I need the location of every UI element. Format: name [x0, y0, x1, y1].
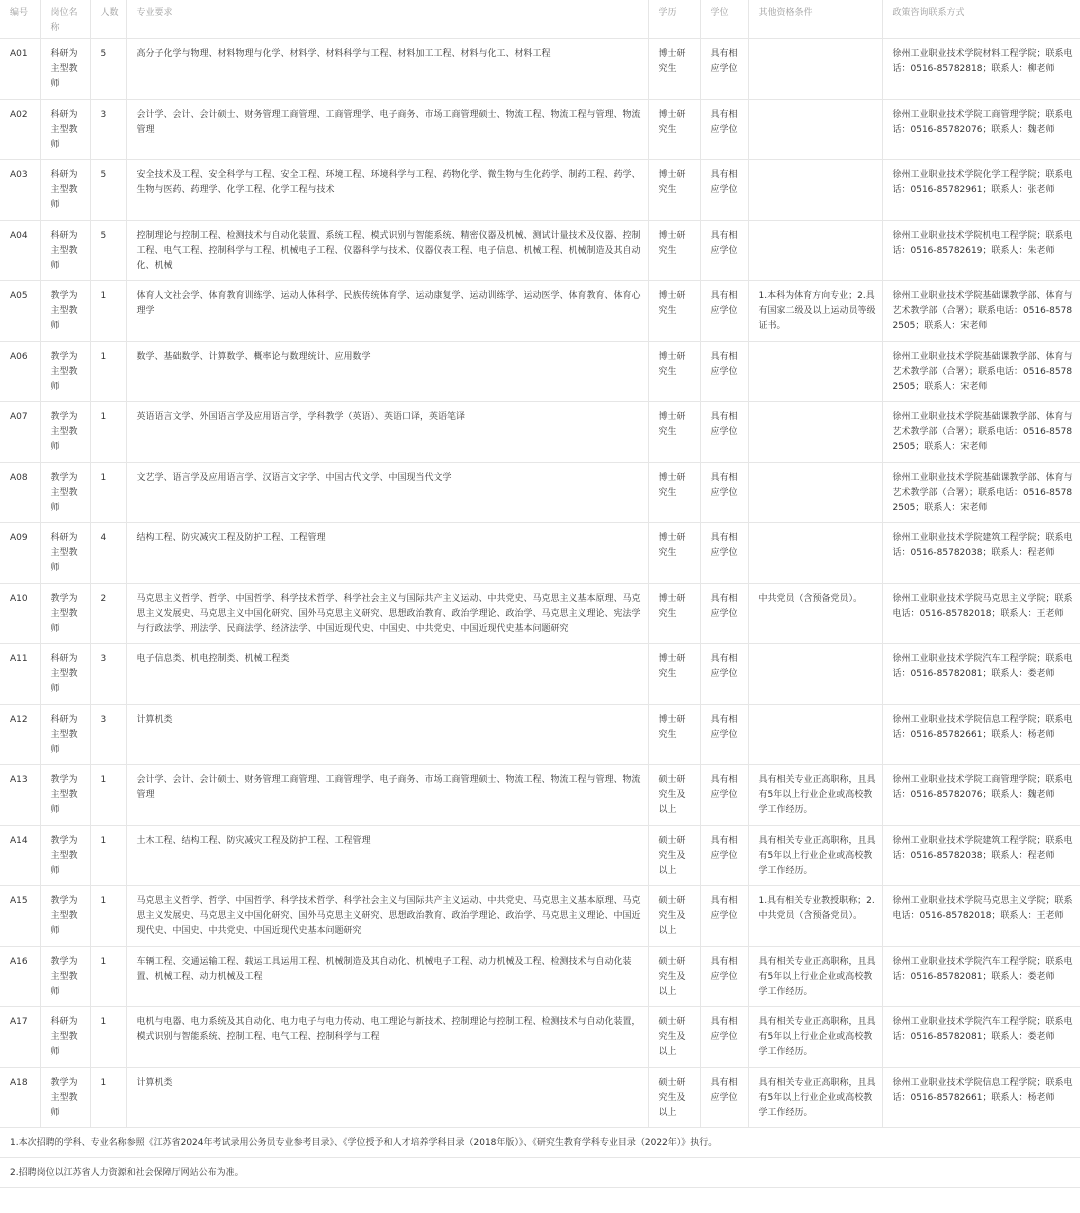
cell-other	[748, 99, 882, 159]
cell-post: 科研为主型教师	[40, 704, 90, 764]
cell-degree: 具有相应学位	[700, 220, 748, 280]
cell-count: 1	[90, 401, 126, 462]
cell-contact: 徐州工业职业技术学院工商管理学院；联系电话：0516-85782076；联系人：魏老师	[882, 764, 1080, 825]
cell-education: 博士研究生	[648, 99, 700, 159]
table-row	[0, 764, 1080, 825]
cell-id: A04	[0, 220, 40, 280]
cell-degree: 具有相应学位	[700, 341, 748, 401]
table-row	[0, 946, 1080, 1006]
cell-major: 土木工程、结构工程、防灾减灾工程及防护工程、工程管理	[126, 825, 648, 885]
cell-degree: 具有相应学位	[700, 1006, 748, 1067]
cell-post: 教学为主型教师	[40, 280, 90, 341]
cell-contact: 徐州工业职业技术学院汽车工程学院；联系电话：0516-85782081；联系人：娄老师	[882, 1006, 1080, 1067]
cell-contact: 徐州工业职业技术学院信息工程学院；联系电话：0516-85782661；联系人：杨老师	[882, 1067, 1080, 1127]
cell-degree: 具有相应学位	[700, 946, 748, 1006]
header-degree: 学位	[700, 0, 748, 38]
cell-id: A12	[0, 704, 40, 764]
cell-education: 博士研究生	[648, 280, 700, 341]
cell-degree: 具有相应学位	[700, 764, 748, 825]
table-row	[0, 704, 1080, 764]
header-contact: 政策咨询联系方式	[882, 0, 1080, 38]
cell-major: 文艺学、语言学及应用语言学、汉语言文字学、中国古代文学、中国现当代文学	[126, 462, 648, 522]
cell-major: 会计学、会计、会计硕士、财务管理工商管理、工商管理学、电子商务、市场工商管理硕士、物流工程、物流工程与管理、物流管理	[126, 764, 648, 825]
cell-degree: 具有相应学位	[700, 38, 748, 99]
table-row	[0, 159, 1080, 220]
cell-other: 具有相关专业正高职称，且具有5年以上行业企业或高校教学工作经历。	[748, 1067, 882, 1127]
cell-id: A13	[0, 764, 40, 825]
cell-post: 科研为主型教师	[40, 220, 90, 280]
cell-count: 1	[90, 764, 126, 825]
cell-education: 硕士研究生及以上	[648, 1067, 700, 1127]
cell-degree: 具有相应学位	[700, 885, 748, 946]
table-row	[0, 522, 1080, 583]
cell-contact: 徐州工业职业技术学院工商管理学院；联系电话：0516-85782076；联系人：魏老师	[882, 99, 1080, 159]
cell-education: 博士研究生	[648, 38, 700, 99]
table-row	[0, 38, 1080, 99]
cell-id: A05	[0, 280, 40, 341]
cell-other: 具有相关专业正高职称，且具有5年以上行业企业或高校教学工作经历。	[748, 1006, 882, 1067]
cell-other: 1.本科为体育方向专业；2.具有国家二级及以上运动员等级证书。	[748, 280, 882, 341]
cell-education: 硕士研究生及以上	[648, 764, 700, 825]
cell-education: 硕士研究生及以上	[648, 946, 700, 1006]
cell-other	[748, 341, 882, 401]
table-row	[0, 341, 1080, 401]
cell-post: 教学为主型教师	[40, 946, 90, 1006]
cell-contact: 徐州工业职业技术学院基础课教学部、体育与艺术教学部（合署）；联系电话：0516-85782505；联系人：宋老师	[882, 341, 1080, 401]
cell-contact: 徐州工业职业技术学院汽车工程学院；联系电话：0516-85782081；联系人：娄老师	[882, 643, 1080, 704]
cell-count: 5	[90, 220, 126, 280]
cell-major: 英语语言文学、外国语言学及应用语言学，学科教学（英语）、英语口译，英语笔译	[126, 401, 648, 462]
cell-count: 3	[90, 643, 126, 704]
cell-post: 科研为主型教师	[40, 38, 90, 99]
cell-major: 电子信息类、机电控制类、机械工程类	[126, 643, 648, 704]
cell-degree: 具有相应学位	[700, 704, 748, 764]
cell-count: 1	[90, 280, 126, 341]
cell-degree: 具有相应学位	[700, 99, 748, 159]
cell-other: 1.具有相关专业教授职称；2.中共党员（含预备党员）。	[748, 885, 882, 946]
cell-post: 教学为主型教师	[40, 825, 90, 885]
cell-count: 1	[90, 885, 126, 946]
table-row	[0, 99, 1080, 159]
cell-contact: 徐州工业职业技术学院材料工程学院；联系电话：0516-85782818；联系人：柳老师	[882, 38, 1080, 99]
cell-other	[748, 159, 882, 220]
table-header-row	[0, 0, 1080, 38]
cell-other: 中共党员（含预备党员）。	[748, 583, 882, 643]
cell-other	[748, 401, 882, 462]
note-1: 1.本次招聘的学科、专业名称参照《江苏省2024年考试录用公务员专业参考目录》、《学位授予和人才培养学科目录（2018年版）》、《研究生教育学科专业目录（2022年）》执行。	[0, 1128, 1080, 1158]
cell-education: 博士研究生	[648, 643, 700, 704]
cell-degree: 具有相应学位	[700, 401, 748, 462]
cell-major: 高分子化学与物理、材料物理与化学、材料学、材料科学与工程、材料加工工程、材料与化工、材料工程	[126, 38, 648, 99]
cell-post: 教学为主型教师	[40, 764, 90, 825]
header-count: 人数	[90, 0, 126, 38]
notes	[0, 1128, 1080, 1188]
cell-id: A08	[0, 462, 40, 522]
cell-count: 5	[90, 159, 126, 220]
cell-other	[748, 643, 882, 704]
cell-major: 会计学、会计、会计硕士、财务管理工商管理、工商管理学、电子商务、市场工商管理硕士、物流工程、物流工程与管理、物流管理	[126, 99, 648, 159]
cell-post: 科研为主型教师	[40, 1006, 90, 1067]
cell-contact: 徐州工业职业技术学院基础课教学部、体育与艺术教学部（合署）；联系电话：0516-85782505；联系人：宋老师	[882, 280, 1080, 341]
cell-id: A18	[0, 1067, 40, 1127]
cell-degree: 具有相应学位	[700, 1067, 748, 1127]
table-row	[0, 583, 1080, 643]
cell-contact: 徐州工业职业技术学院马克思主义学院；联系电话：0516-85782018；联系人：王老师	[882, 885, 1080, 946]
cell-post: 教学为主型教师	[40, 401, 90, 462]
table-row	[0, 280, 1080, 341]
cell-degree: 具有相应学位	[700, 522, 748, 583]
cell-post: 教学为主型教师	[40, 583, 90, 643]
header-post: 岗位名称	[40, 0, 90, 38]
cell-major: 马克思主义哲学、哲学、中国哲学、科学技术哲学、科学社会主义与国际共产主义运动、中共党史、马克思主义基本原理、马克思主义发展史、马克思主义中国化研究、国外马克思主义研究、思想政治教育、政治学理论、政治学、马克思主义理论、宪法学与行政法学、刑法学、民商法学、经济法学、中国近现代史、中国史、中共党史、中国近现代史基本问题研究	[126, 583, 648, 643]
cell-other: 具有相关专业正高职称，且具有5年以上行业企业或高校教学工作经历。	[748, 764, 882, 825]
table-row	[0, 825, 1080, 885]
cell-count: 3	[90, 704, 126, 764]
header-other: 其他资格条件	[748, 0, 882, 38]
cell-contact: 徐州工业职业技术学院机电工程学院；联系电话：0516-85782619；联系人：朱老师	[882, 220, 1080, 280]
header-education: 学历	[648, 0, 700, 38]
cell-id: A10	[0, 583, 40, 643]
cell-count: 1	[90, 946, 126, 1006]
cell-count: 1	[90, 462, 126, 522]
cell-other	[748, 462, 882, 522]
cell-id: A17	[0, 1006, 40, 1067]
table-row	[0, 401, 1080, 462]
cell-id: A07	[0, 401, 40, 462]
cell-other	[748, 522, 882, 583]
cell-education: 博士研究生	[648, 462, 700, 522]
cell-post: 教学为主型教师	[40, 1067, 90, 1127]
cell-major: 车辆工程、交通运输工程、载运工具运用工程、机械制造及其自动化、机械电子工程、动力机械及工程、检测技术与自动化装置、机械工程、动力机械及工程	[126, 946, 648, 1006]
cell-contact: 徐州工业职业技术学院建筑工程学院；联系电话：0516-85782038；联系人：程老师	[882, 522, 1080, 583]
header-id: 编号	[0, 0, 40, 38]
cell-contact: 徐州工业职业技术学院化学工程学院；联系电话：0516-85782961；联系人：张老师	[882, 159, 1080, 220]
cell-contact: 徐州工业职业技术学院基础课教学部、体育与艺术教学部（合署）；联系电话：0516-85782505；联系人：宋老师	[882, 401, 1080, 462]
cell-id: A01	[0, 38, 40, 99]
table-row	[0, 885, 1080, 946]
cell-count: 2	[90, 583, 126, 643]
cell-education: 硕士研究生及以上	[648, 885, 700, 946]
cell-post: 科研为主型教师	[40, 99, 90, 159]
cell-major: 计算机类	[126, 704, 648, 764]
cell-contact: 徐州工业职业技术学院建筑工程学院；联系电话：0516-85782038；联系人：程老师	[882, 825, 1080, 885]
cell-major: 计算机类	[126, 1067, 648, 1127]
cell-education: 博士研究生	[648, 704, 700, 764]
cell-id: A09	[0, 522, 40, 583]
cell-education: 博士研究生	[648, 401, 700, 462]
cell-post: 教学为主型教师	[40, 341, 90, 401]
cell-education: 硕士研究生及以上	[648, 825, 700, 885]
table-row	[0, 1006, 1080, 1067]
cell-count: 5	[90, 38, 126, 99]
cell-contact: 徐州工业职业技术学院信息工程学院；联系电话：0516-85782661；联系人：杨老师	[882, 704, 1080, 764]
cell-post: 科研为主型教师	[40, 643, 90, 704]
cell-other: 具有相关专业正高职称，且具有5年以上行业企业或高校教学工作经历。	[748, 825, 882, 885]
cell-degree: 具有相应学位	[700, 825, 748, 885]
table-row	[0, 643, 1080, 704]
cell-other: 具有相关专业正高职称，且具有5年以上行业企业或高校教学工作经历。	[748, 946, 882, 1006]
table-row	[0, 220, 1080, 280]
cell-post: 科研为主型教师	[40, 159, 90, 220]
cell-education: 博士研究生	[648, 583, 700, 643]
cell-count: 3	[90, 99, 126, 159]
cell-id: A14	[0, 825, 40, 885]
cell-major: 结构工程、防灾减灾工程及防护工程、工程管理	[126, 522, 648, 583]
cell-education: 硕士研究生及以上	[648, 1006, 700, 1067]
cell-major: 体育人文社会学、体育教育训练学、运动人体科学、民族传统体育学、运动康复学、运动训练学、运动医学、体育教育、体育心理学	[126, 280, 648, 341]
table-row	[0, 462, 1080, 522]
cell-post: 教学为主型教师	[40, 885, 90, 946]
cell-degree: 具有相应学位	[700, 643, 748, 704]
cell-count: 4	[90, 522, 126, 583]
table-body	[0, 38, 1080, 1127]
cell-education: 博士研究生	[648, 159, 700, 220]
cell-count: 1	[90, 825, 126, 885]
note-2: 2.招聘岗位以江苏省人力资源和社会保障厅网站公布为准。	[0, 1158, 1080, 1188]
cell-contact: 徐州工业职业技术学院汽车工程学院；联系电话：0516-85782081；联系人：娄老师	[882, 946, 1080, 1006]
header-major: 专业要求	[126, 0, 648, 38]
table-row	[0, 1067, 1080, 1127]
cell-major: 安全技术及工程、安全科学与工程、安全工程、环境工程、环境科学与工程、药物化学、微生物与生化药学、制药工程、药学、生物与医药、药理学、化学工程、化学工程与技术	[126, 159, 648, 220]
cell-education: 博士研究生	[648, 522, 700, 583]
cell-other	[748, 220, 882, 280]
cell-id: A03	[0, 159, 40, 220]
cell-id: A16	[0, 946, 40, 1006]
cell-major: 数学、基础数学、计算数学、概率论与数理统计、应用数学	[126, 341, 648, 401]
cell-contact: 徐州工业职业技术学院马克思主义学院；联系电话：0516-85782018；联系人：王老师	[882, 583, 1080, 643]
cell-count: 1	[90, 1006, 126, 1067]
cell-education: 博士研究生	[648, 341, 700, 401]
cell-id: A11	[0, 643, 40, 704]
cell-degree: 具有相应学位	[700, 462, 748, 522]
cell-post: 科研为主型教师	[40, 522, 90, 583]
cell-education: 博士研究生	[648, 220, 700, 280]
cell-count: 1	[90, 1067, 126, 1127]
cell-count: 1	[90, 341, 126, 401]
cell-id: A06	[0, 341, 40, 401]
cell-degree: 具有相应学位	[700, 159, 748, 220]
cell-other	[748, 38, 882, 99]
cell-id: A15	[0, 885, 40, 946]
cell-major: 电机与电器、电力系统及其自动化、电力电子与电力传动、电工理论与新技术、控制理论与控制工程、检测技术与自动化装置，模式识别与智能系统、控制工程、电气工程、控制科学与工程	[126, 1006, 648, 1067]
cell-id: A02	[0, 99, 40, 159]
cell-contact: 徐州工业职业技术学院基础课教学部、体育与艺术教学部（合署）；联系电话：0516-85782505；联系人：宋老师	[882, 462, 1080, 522]
cell-other	[748, 704, 882, 764]
cell-post: 教学为主型教师	[40, 462, 90, 522]
cell-major: 控制理论与控制工程、检测技术与自动化装置、系统工程、模式识别与智能系统、精密仪器及机械、测试计量技术及仪器、控制工程、电气工程、控制科学与工程、机械电子工程、仪器科学与技术、仪器仪表工程、电子信息、机械工程、机械制造及其自动化、机械	[126, 220, 648, 280]
cell-major: 马克思主义哲学、哲学、中国哲学、科学技术哲学、科学社会主义与国际共产主义运动、中共党史、马克思主义基本原理、马克思主义发展史、马克思主义中国化研究、国外马克思主义研究、思想政治教育、政治学理论、政治学、马克思主义理论、中国近现代史、中国史、中共党史、中国近现代史基本问题研究	[126, 885, 648, 946]
cell-degree: 具有相应学位	[700, 583, 748, 643]
cell-degree: 具有相应学位	[700, 280, 748, 341]
